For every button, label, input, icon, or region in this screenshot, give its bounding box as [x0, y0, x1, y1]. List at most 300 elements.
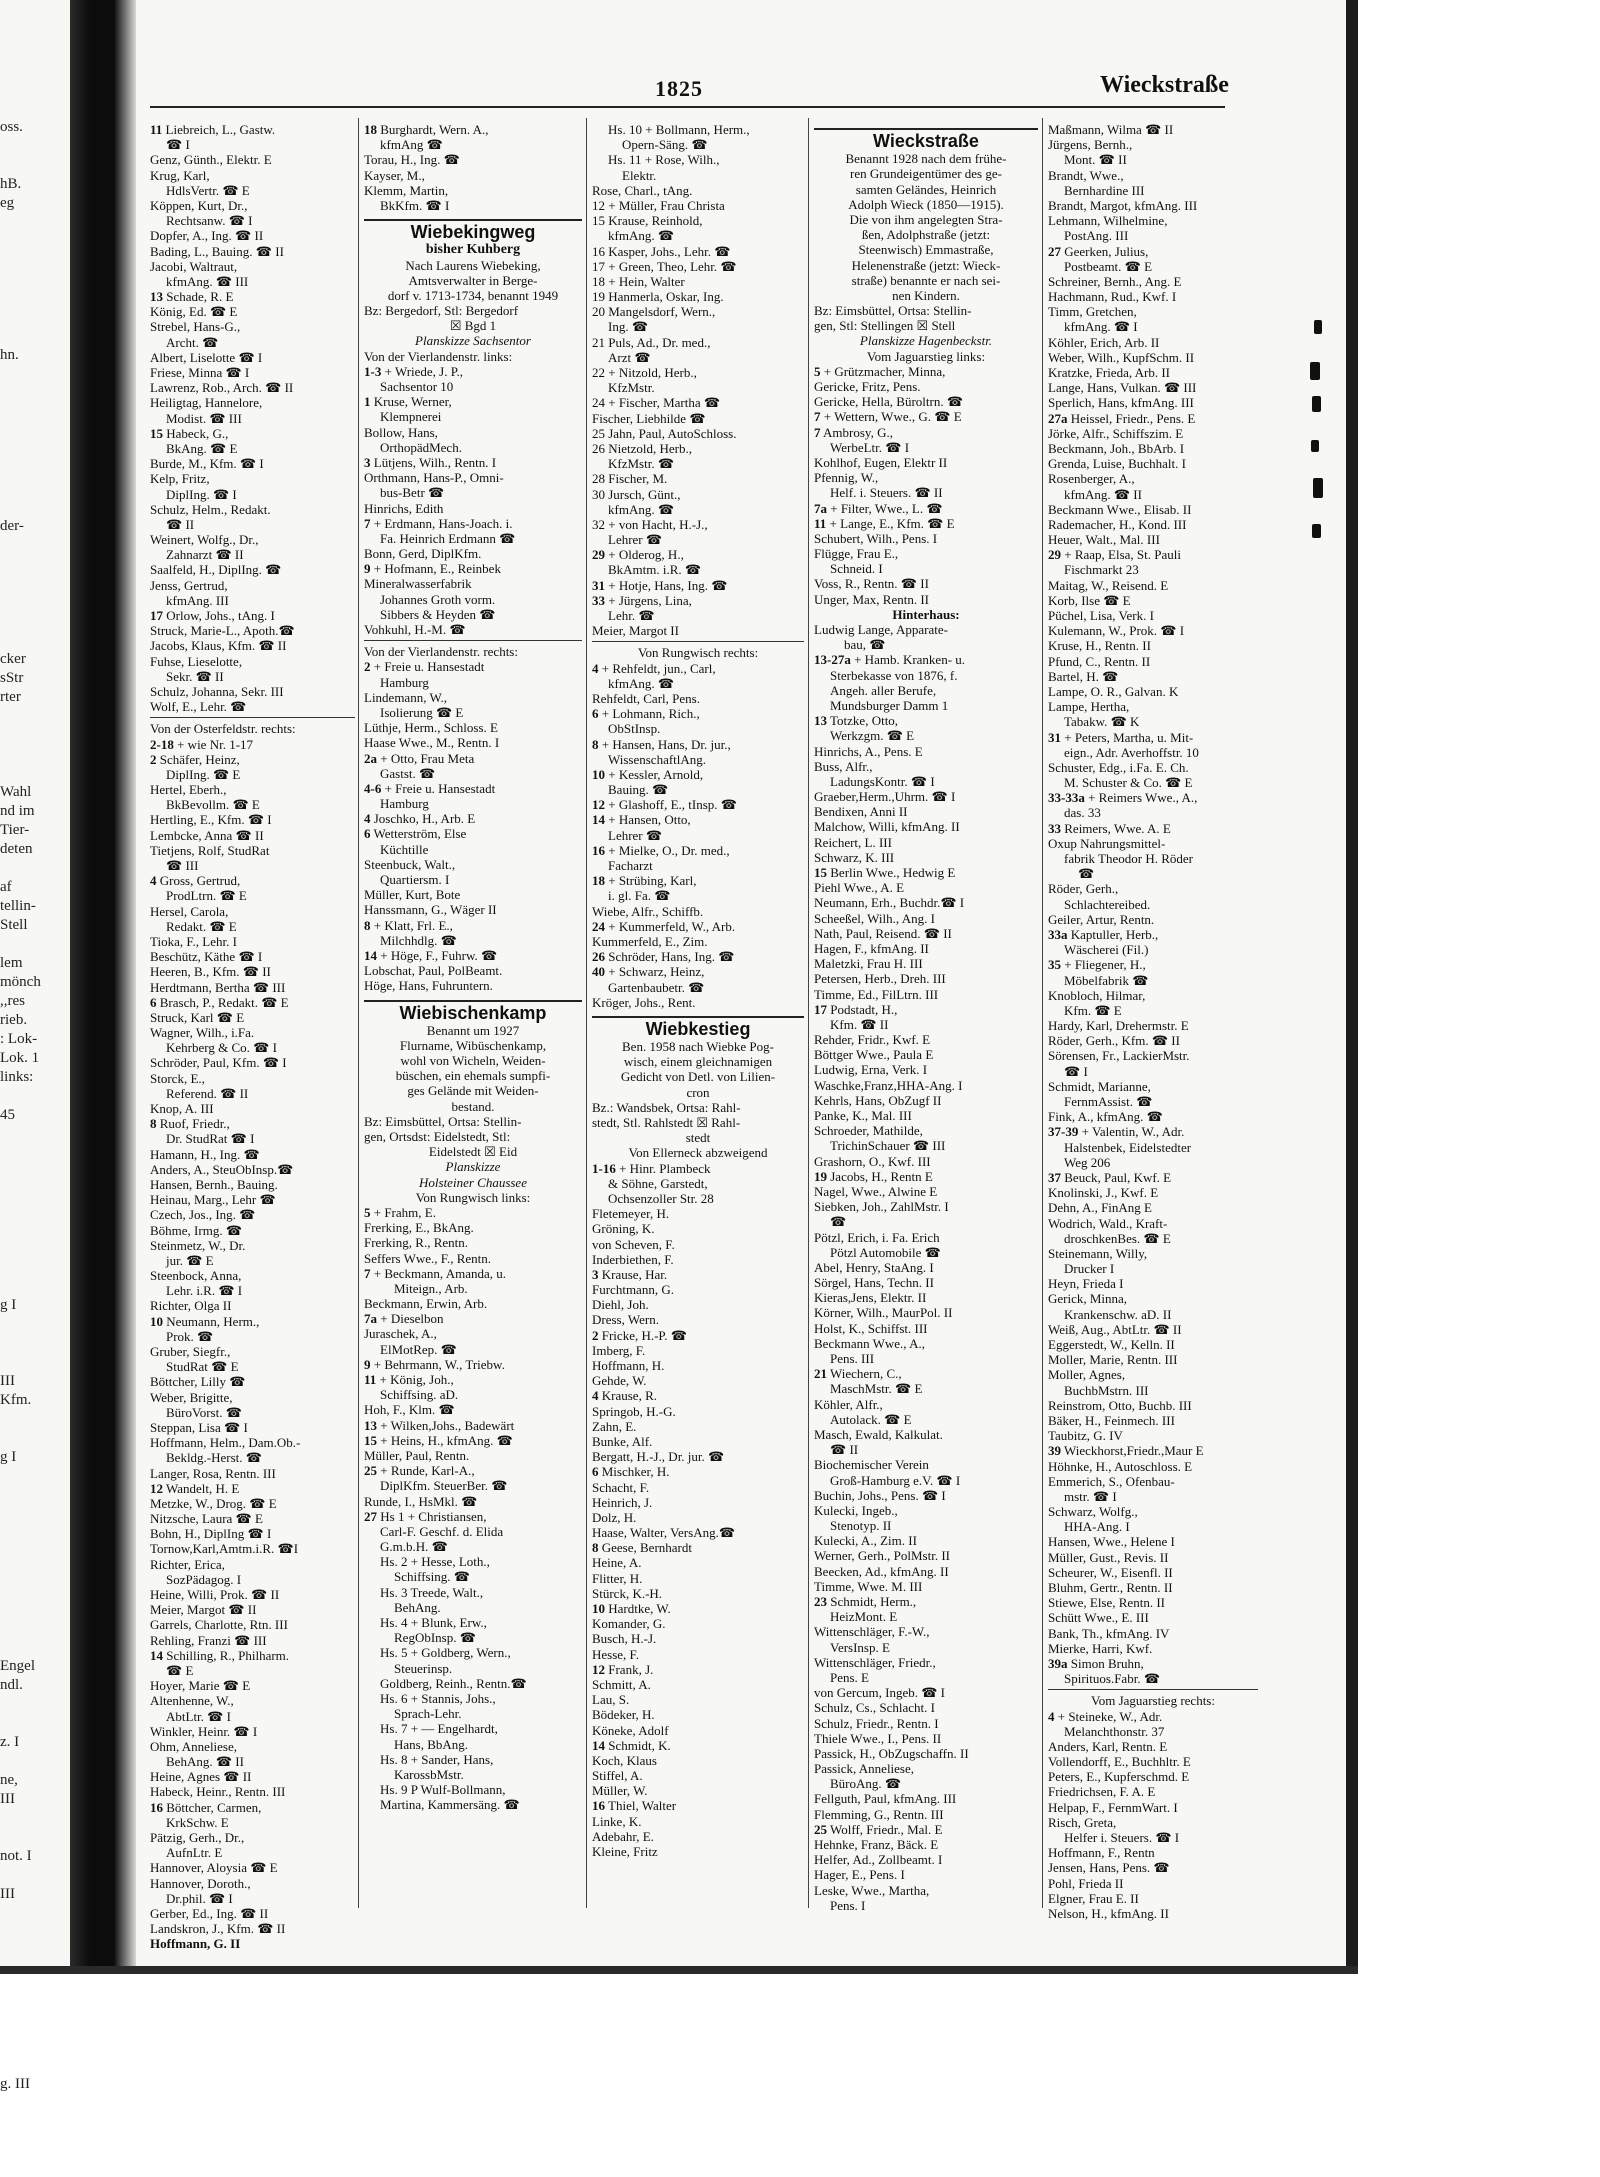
- resident-entry: Sterbekasse von 1876, f.: [830, 667, 958, 683]
- resident-entry: Sekr. ☎ II: [166, 668, 224, 684]
- house-number: 7: [814, 409, 821, 425]
- resident-entry: Weinert, Wolfg., Dr.,: [150, 532, 259, 548]
- resident-entry: Pfennig, W.,: [814, 470, 879, 486]
- resident-entry: Jörke, Alfr., Schiffszim. E: [1048, 425, 1184, 441]
- resident-entry: Koch, Klaus: [592, 1752, 657, 1768]
- resident-entry: Masch, Ewald, Kalkulat.: [814, 1426, 943, 1442]
- house-number: 7a: [814, 500, 827, 516]
- strip-fragment: g. III: [0, 2076, 30, 2092]
- resident-entry: Scheurer, W., Eisenfl. II: [1048, 1564, 1173, 1580]
- resident-entry: Beckmann, Joh., BbArb. I: [1048, 440, 1185, 456]
- resident-entry: Reichert, L. III: [814, 834, 892, 850]
- house-entry: 17 Orlow, Johs., tAng. I: [150, 608, 275, 623]
- resident-entry: Heyn, Frieda I: [1048, 1276, 1124, 1292]
- resident-entry: Hs. 2 + Hesse, Loth.,: [380, 1554, 490, 1570]
- resident-entry: Wagner, Wilh., i.Fa.: [150, 1025, 255, 1041]
- resident-entry: Kulemann, W., Prok. ☎ I: [1048, 623, 1185, 639]
- strip-fragment: [0, 1334, 70, 1353]
- house-number: 15: [814, 865, 827, 881]
- resident-entry: Pätzig, Gerh., Dr.,: [150, 1830, 245, 1845]
- resident-entry: Kohlhof, Eugen, Elektr II: [814, 454, 948, 470]
- resident-entry: Höge, Hans, Fuhruntern.: [364, 978, 493, 994]
- resident-entry: Benannt 1928 nach dem frühe-: [845, 151, 1007, 167]
- resident-entry: Hs. 4 + Blunk, Erw.,: [380, 1615, 487, 1631]
- resident-entry: Autolack. ☎ E: [830, 1411, 912, 1427]
- resident-entry: Elgner, Frau E. II: [1048, 1890, 1139, 1906]
- resident-entry: Hansen, Bernh., Bauing.: [150, 1176, 278, 1192]
- resident-entry: Bohn, H., DiplIng ☎ I: [150, 1526, 272, 1542]
- strip-fragment: [0, 1182, 70, 1201]
- house-entry: 2 Schäfer, Heinz,: [150, 751, 240, 767]
- resident-entry: Nitzsche, Laura ☎ E: [150, 1511, 263, 1527]
- resident-entry: Hs. 5 + Goldberg, Wern.,: [380, 1645, 511, 1661]
- resident-entry: Gehde, W.: [592, 1373, 647, 1389]
- resident-entry: Schulz, Cs., Schlacht. I: [814, 1700, 935, 1716]
- resident-entry: Abel, Henry, StaAng. I: [814, 1259, 934, 1275]
- resident-entry: Jacobs, Klaus, Kfm. ☎ II: [150, 638, 287, 654]
- strip-fragment: : Lok-: [0, 1031, 38, 1047]
- resident-entry: Tornow,Karl,Amtm.i.R. ☎I: [150, 1541, 299, 1557]
- strip-fragment: [0, 1999, 70, 2018]
- resident-entry: Schubert, Wilh., Pens. I: [814, 530, 938, 546]
- street-subheading: bisher Kuhberg: [425, 242, 521, 258]
- strip-fragment: [0, 251, 70, 270]
- resident-entry: Halstenbek, Eidelstedter: [1064, 1139, 1192, 1155]
- resident-entry: Klempnerei: [380, 409, 442, 425]
- strip-fragment: [0, 1125, 70, 1144]
- resident-entry: Beschütz, Käthe ☎ I: [150, 949, 263, 965]
- resident-entry: Mineralwasserfabrik: [364, 576, 472, 592]
- resident-entry: ☒ Bgd 1: [449, 318, 497, 334]
- strip-fragment: [0, 574, 70, 593]
- strip-fragment: rter: [0, 689, 21, 705]
- resident-entry: wohl von Wicheln, Weiden-: [400, 1053, 546, 1069]
- resident-entry: Maitag, W., Reisend. E: [1048, 577, 1169, 593]
- resident-entry: Flurname, Wibüschenkamp,: [399, 1037, 547, 1053]
- resident-entry: Moller, Marie, Rentn. III: [1048, 1352, 1178, 1368]
- house-number: 13: [150, 289, 163, 305]
- strip-fragment: ndl.: [0, 1677, 23, 1693]
- resident-entry: kfmAng. ☎: [608, 675, 675, 691]
- header-rule: [150, 106, 1225, 108]
- resident-entry: Rademacher, H., Kond. III: [1048, 516, 1187, 532]
- resident-entry: Imberg, F.: [592, 1342, 646, 1358]
- house-number: 29: [592, 547, 605, 563]
- section-divider: [364, 640, 582, 641]
- resident-entry: Prok. ☎: [166, 1328, 214, 1344]
- house-number: 1-3: [364, 363, 382, 379]
- resident-entry: Amtsverwalter in Berge-: [408, 272, 538, 288]
- strip-fragment: g I: [0, 1297, 17, 1313]
- resident-entry: Garrels, Charlotte, Rtn. III: [150, 1617, 288, 1633]
- resident-entry: KfzMstr.: [608, 380, 655, 396]
- house-number: 8: [592, 736, 599, 752]
- strip-fragment: [0, 1980, 70, 1999]
- resident-entry: AufnLtr. E: [166, 1845, 223, 1861]
- resident-entry: Malchow, Willi, kfmAng. II: [814, 819, 960, 835]
- resident-entry: König, Ed. ☎ E: [150, 304, 238, 320]
- house-number: 39a: [1048, 1655, 1068, 1671]
- resident-entry: Frerking, R., Rentn.: [364, 1235, 468, 1251]
- strip-fragment: III: [0, 1886, 15, 1902]
- resident-entry: Timm, Gretchen,: [1048, 304, 1137, 320]
- resident-entry: Kulecki, Ingeb.,: [814, 1502, 898, 1518]
- strip-fragment: [0, 270, 70, 289]
- resident-entry: Angeh. aller Berufe,: [830, 682, 937, 698]
- resident-entry: Risch, Greta,: [1048, 1814, 1117, 1830]
- resident-entry: Genz, Günth., Elektr. E: [150, 152, 272, 168]
- resident-entry: KarossbMstr.: [394, 1766, 464, 1782]
- house-entry: 11 + König, Joh.,: [364, 1372, 454, 1388]
- resident-entry: G.m.b.H. ☎: [380, 1539, 448, 1555]
- resident-entry: Unger, Max, Rentn. II: [814, 591, 930, 607]
- resident-entry: Schlachtereibed.: [1064, 896, 1151, 912]
- strip-fragment: [0, 764, 70, 783]
- house-number: 10: [592, 766, 605, 782]
- house-entry: 16 Böttcher, Carmen,: [150, 1799, 262, 1815]
- resident-entry: Hs. 9 P Wulf-Bollmann,: [380, 1782, 506, 1798]
- resident-entry: Frerking, E., BkAng.: [364, 1220, 474, 1236]
- resident-entry: Adolph Wieck (1850—1915).: [848, 196, 1004, 212]
- resident-entry: Postbeamt. ☎ E: [1064, 258, 1153, 274]
- strip-fragment: [0, 1923, 70, 1942]
- resident-entry: Arzt ☎: [608, 349, 651, 365]
- strip-fragment: nd im: [0, 803, 35, 819]
- strip-fragment: [0, 99, 70, 118]
- resident-entry: Hamburg: [380, 674, 429, 690]
- house-entry: 13 + Wilken,Johs., Badewärt: [364, 1417, 515, 1433]
- resident-entry: ☎ II: [166, 516, 195, 532]
- resident-entry: Saalfeld, H., DiplIng. ☎: [150, 562, 282, 578]
- resident-entry: ElMotRep. ☎: [380, 1341, 457, 1357]
- strip-fragment: [0, 1600, 70, 1619]
- resident-entry: Von Ellerneck abzweigend: [628, 1145, 768, 1161]
- house-entry: 8 Geese, Bernhardt: [592, 1540, 692, 1556]
- resident-entry: PostAng. III: [1064, 228, 1129, 244]
- resident-entry: Hs. 6 + Stannis, Johs.,: [380, 1690, 496, 1706]
- resident-entry: kfmAng. ☎ I: [1064, 319, 1138, 335]
- house-number: 6: [592, 1464, 599, 1480]
- resident-entry: Wittenschläger, Friedr.,: [814, 1654, 936, 1670]
- resident-entry: Hannover, Aloysia ☎ E: [150, 1860, 278, 1876]
- resident-entry: Krankenschw. aD. II: [1064, 1306, 1172, 1322]
- house-number: 14: [592, 812, 605, 828]
- house-entry: 26 Schröder, Hans, Ing. ☎: [592, 949, 735, 965]
- house-number: 11: [814, 515, 827, 531]
- resident-entry: Neumann, Erh., Buchdr.☎ I: [814, 895, 965, 911]
- resident-entry: gen, Stl: Stellingen ☒ Stell: [814, 318, 956, 334]
- resident-entry: Hachmann, Rud., Kwf. I: [1048, 289, 1177, 305]
- resident-entry: BüroVorst. ☎: [166, 1404, 242, 1420]
- resident-entry: Brandt, Margot, kfmAng. III: [1048, 197, 1198, 213]
- resident-entry: Vollendorff, E., Buchhltr. E: [1048, 1754, 1191, 1770]
- resident-entry: Flemming, G., Rentn. III: [814, 1806, 944, 1822]
- resident-entry: Pohl, Frieda II: [1048, 1875, 1124, 1891]
- resident-entry: Bz.: Wandsbek, Ortsa: Rahl-: [592, 1099, 741, 1115]
- resident-entry: Steppan, Lisa ☎ I: [150, 1419, 248, 1435]
- house-entry: 15 + Heins, H., kfmAng. ☎: [364, 1432, 513, 1448]
- resident-entry: 24 + Fischer, Martha ☎: [592, 395, 721, 411]
- resident-entry: Schwarz, K. III: [814, 849, 895, 865]
- resident-entry: BkAmtm. i.R. ☎: [608, 562, 702, 578]
- street-heading: Wieckstraße: [814, 128, 1038, 149]
- resident-entry: Dress, Wern.: [592, 1312, 659, 1328]
- resident-entry: Kröger, Johs., Rent.: [592, 994, 696, 1010]
- house-entry: 9 + Hofmann, E., Reinbek: [364, 561, 501, 577]
- resident-entry: Metzke, W., Drog. ☎ E: [150, 1495, 277, 1511]
- resident-entry: Referend. ☎ II: [166, 1085, 249, 1101]
- resident-entry: Bollow, Hans,: [364, 424, 438, 440]
- house-entry: 6 Wetterström, Else: [364, 826, 467, 842]
- resident-entry: von Scheven, F.: [592, 1236, 675, 1252]
- resident-entry: Weiß, Aug., AbtLtr. ☎ II: [1048, 1321, 1182, 1337]
- resident-entry: Heine, A.: [592, 1555, 642, 1571]
- resident-entry: Hoyer, Marie ☎ E: [150, 1678, 251, 1694]
- resident-entry: Benannt um 1927: [426, 1022, 520, 1038]
- resident-entry: BkBevollm. ☎ E: [166, 797, 260, 813]
- house-number: 4: [592, 1388, 599, 1404]
- resident-entry: Schulz, Johanna, Sekr. III: [150, 683, 284, 699]
- resident-entry: Groß-Hamburg e.V. ☎ I: [830, 1472, 961, 1488]
- strip-fragment: [0, 1809, 70, 1828]
- resident-entry: Heinrich, J.: [592, 1494, 653, 1510]
- house-number: 33a: [1048, 926, 1068, 942]
- resident-entry: Sibbers & Heyden ☎: [380, 606, 496, 622]
- strip-fragment: ne,: [0, 1772, 18, 1788]
- house-entry: 1-3 + Wriede, J. P.,: [364, 363, 464, 379]
- resident-entry: Nelson, H., kfmAng. II: [1048, 1905, 1169, 1921]
- ink-mark: [1312, 524, 1321, 538]
- strip-fragment: [0, 1942, 70, 1961]
- strip-fragment: mönch: [0, 974, 41, 990]
- resident-entry: ☎ E: [166, 1662, 194, 1678]
- resident-entry: Anders, A., SteuObInsp.☎: [150, 1161, 294, 1177]
- strip-fragment: [0, 308, 70, 327]
- house-entry: 3 Lütjens, Wilh., Rentn. I: [364, 454, 497, 470]
- resident-entry: AbtLtr. ☎ I: [166, 1708, 231, 1724]
- street-heading: Wiebischenkamp: [364, 1000, 582, 1021]
- resident-entry: Wäscherei (Fil.): [1064, 942, 1149, 958]
- resident-entry: Schröder, Paul, Kfm. ☎ I: [150, 1055, 287, 1071]
- resident-entry: Sörgel, Hans, Techn. II: [814, 1275, 934, 1291]
- resident-entry: TrichinSchauer ☎ III: [830, 1138, 946, 1154]
- house-number: 16: [150, 1799, 163, 1815]
- resident-entry: Helf. i. Steuers. ☎ II: [830, 485, 943, 501]
- resident-entry: Sörensen, Fr., LackierMstr.: [1048, 1048, 1190, 1064]
- column-divider: [586, 118, 587, 1908]
- resident-entry: Fuhse, Lieselotte,: [150, 653, 243, 669]
- resident-entry: Lange, Hans, Vulkan. ☎ III: [1048, 380, 1197, 396]
- house-number: 4-6: [364, 780, 382, 796]
- resident-entry: stedt: [685, 1130, 711, 1146]
- strip-fragment: [0, 1315, 70, 1334]
- resident-entry: Grashorn, O., Kwf. III: [814, 1153, 931, 1169]
- resident-entry: Fellguth, Paul, kfmAng. III: [814, 1791, 957, 1807]
- resident-entry: Knop, A. III: [150, 1101, 214, 1116]
- resident-entry: Hoffmann, H.: [592, 1358, 665, 1374]
- resident-entry: Furchtmann, G.: [592, 1282, 674, 1298]
- resident-entry: Beckmann, Erwin, Arb.: [364, 1296, 488, 1312]
- resident-entry: Modist. ☎ III: [166, 410, 242, 426]
- resident-entry: kfmAng ☎: [380, 137, 443, 153]
- resident-entry: Inderbiethen, F.: [592, 1251, 674, 1267]
- resident-entry: Knolinski, J., Kwf. E: [1048, 1185, 1159, 1201]
- resident-entry: Spirituos.Fabr. ☎: [1064, 1671, 1161, 1687]
- house-entry: 4 Krause, R.: [592, 1388, 657, 1404]
- resident-entry: Flitter, H.: [592, 1570, 643, 1586]
- resident-entry: Mundsburger Damm 1: [830, 697, 949, 713]
- house-entry: 7 Ambrosy, G.,: [814, 424, 893, 440]
- resident-entry: Hamburg: [380, 796, 429, 812]
- resident-entry: Lembcke, Anna ☎ II: [150, 827, 264, 843]
- resident-entry: Hanssmann, G., Wäger II: [364, 902, 497, 918]
- resident-entry: Goldberg, Reinh., Rentn.☎: [380, 1675, 527, 1691]
- resident-entry: Bunke, Alf.: [592, 1433, 653, 1449]
- resident-entry: Lüthje, Herm., Schloss. E: [364, 720, 498, 736]
- resident-entry: Gartenbaubetr. ☎: [608, 979, 705, 995]
- resident-entry: Scheeßel, Wilh., Ang. I: [814, 910, 935, 926]
- resident-entry: Nath, Paul, Reisend. ☎ II: [814, 925, 952, 941]
- resident-entry: Rose, Charl., tAng.: [592, 182, 693, 198]
- resident-entry: Winkler, Heinr. ☎ I: [150, 1723, 258, 1739]
- house-number: 3: [364, 454, 371, 470]
- resident-entry: Mont. ☎ II: [1064, 152, 1127, 168]
- resident-entry: Dr. StudRat ☎ I: [166, 1131, 255, 1147]
- resident-entry: BehAng.: [394, 1599, 441, 1615]
- resident-entry: mstr. ☎ I: [1064, 1488, 1117, 1504]
- resident-entry: 19 Hanmerla, Oskar, Ing.: [592, 289, 724, 305]
- house-number: 26: [592, 949, 605, 965]
- resident-entry: Bading, L., Bauing. ☎ II: [150, 243, 284, 259]
- house-entry: 17 Podstadt, H.,: [814, 1001, 898, 1017]
- house-number: 8: [150, 1116, 157, 1132]
- house-entry: 18 Burghardt, Wern. A.,: [364, 122, 489, 137]
- resident-entry: Klemm, Martin,: [364, 182, 449, 198]
- resident-entry: Bernhardine III: [1064, 182, 1145, 198]
- strip-fragment: [0, 2037, 70, 2056]
- resident-entry: Stürck, K.-H.: [592, 1585, 663, 1601]
- resident-entry: Lehrer ☎: [608, 532, 663, 548]
- strip-fragment: 45: [0, 1107, 15, 1123]
- resident-entry: Habeck, Heinr., Rentn. III: [150, 1784, 286, 1800]
- house-number: 17: [150, 608, 163, 623]
- house-entry: 19 Jacobs, H., Rentn E: [814, 1168, 933, 1184]
- strip-fragment: tellin-: [0, 898, 36, 914]
- resident-entry: ßen, Adolphstraße (jetzt:: [861, 227, 991, 243]
- resident-entry: KfzMstr. ☎: [608, 456, 675, 472]
- resident-entry: Richter, Erica,: [150, 1556, 225, 1572]
- resident-entry: Rehder, Fridr., Kwf. E: [814, 1032, 931, 1048]
- resident-entry: Geiler, Artur, Rentn.: [1048, 911, 1155, 927]
- resident-entry: VersInsp. E: [830, 1639, 890, 1655]
- right-margin-marks: [1292, 300, 1332, 600]
- resident-entry: Lindemann, W.,: [364, 689, 448, 705]
- house-entry: 4 Gross, Gertrud,: [150, 873, 241, 889]
- resident-entry: Böttger Wwe., Paula E: [814, 1047, 934, 1063]
- resident-entry: Thiele Wwe., I., Pens. II: [814, 1730, 942, 1746]
- resident-entry: Flügge, Frau E.,: [814, 546, 899, 562]
- house-number: 4: [150, 873, 157, 889]
- resident-entry: von Gercum, Ingeb. ☎ I: [814, 1685, 945, 1701]
- resident-entry: BüroAng. ☎: [830, 1776, 902, 1792]
- resident-entry: Dopfer, A., Ing. ☎ II: [150, 228, 264, 244]
- house-entry: 11 Liebreich, L., Gastw.: [150, 122, 276, 137]
- strip-fragment: Lok. 1: [0, 1050, 40, 1066]
- strip-fragment: [0, 631, 70, 650]
- strip-fragment: [0, 1163, 70, 1182]
- house-number: 35: [1048, 957, 1061, 973]
- resident-entry: Hoffmann, G. II: [150, 1936, 241, 1952]
- resident-entry: WerbeLtr. ☎ I: [830, 439, 910, 455]
- strip-fragment: [0, 1638, 70, 1657]
- resident-entry: Holst, K., Schiffst. III: [814, 1320, 928, 1336]
- house-number: 15: [364, 1432, 377, 1448]
- resident-entry: Müller, Paul, Rentn.: [364, 1447, 470, 1463]
- house-number: 2: [150, 751, 157, 767]
- resident-entry: Böhme, Irmg. ☎: [150, 1222, 243, 1238]
- house-number: 33: [1048, 820, 1061, 836]
- strip-fragment: [0, 441, 70, 460]
- strip-fragment: [0, 365, 70, 384]
- resident-entry: Seffers Wwe., F., Rentn.: [364, 1250, 492, 1266]
- house-entry: 2 + Freie u. Hansestadt: [364, 659, 485, 675]
- resident-entry: Kehrls, Hans, ObZugf II: [814, 1092, 942, 1108]
- resident-entry: Gerber, Ed., Ing. ☎ II: [150, 1905, 269, 1921]
- resident-entry: Bekldg.-Herst. ☎: [166, 1450, 262, 1466]
- resident-entry: Helfer i. Steuers. ☎ I: [1064, 1830, 1180, 1845]
- resident-entry: Rechtsanw. ☎ I: [166, 213, 253, 229]
- resident-entry: Landskron, J., Kfm. ☎ II: [150, 1921, 286, 1937]
- resident-entry: Brandt, Wwe.,: [1048, 167, 1124, 183]
- house-entry: 13 Totzke, Otto,: [814, 713, 899, 729]
- section-divider: [150, 717, 355, 718]
- resident-entry: Hoh, F., Klm. ☎: [364, 1402, 455, 1418]
- strip-fragment: [0, 935, 70, 954]
- house-entry: 33-33a + Reimers Wwe., A.,: [1048, 790, 1198, 806]
- resident-entry: Bluhm, Gertr., Rentn. II: [1048, 1580, 1173, 1595]
- house-number: 13: [364, 1417, 377, 1433]
- resident-entry: Piehl Wwe., A. E: [814, 880, 905, 896]
- resident-entry: Beckmann Wwe., Elisab. II: [1048, 501, 1192, 517]
- resident-entry: Lehr. i.R. ☎ I: [166, 1283, 243, 1299]
- house-entry: 29 + Olderog, H.,: [592, 547, 684, 563]
- resident-entry: Ludwig Lange, Apparate-: [814, 622, 948, 638]
- house-number: 27: [364, 1508, 377, 1524]
- resident-entry: Peters, E., Kupferschmd. E: [1048, 1769, 1190, 1785]
- resident-entry: Beckmann Wwe., A.,: [814, 1335, 925, 1351]
- strip-fragment: Tier-: [0, 822, 30, 838]
- strip-fragment: deten: [0, 841, 33, 857]
- resident-entry: Schacht, F.: [592, 1479, 650, 1495]
- house-number: 11: [150, 122, 163, 137]
- resident-entry: Bz: Eimsbüttel, Ortsa: Stellin-: [364, 1113, 522, 1129]
- house-entry: 16 Thiel, Walter: [592, 1798, 677, 1814]
- house-entry: 7 + Wettern, Wwe., G. ☎ E: [814, 409, 962, 425]
- strip-fragment: rieb.: [0, 1012, 28, 1028]
- resident-entry: gen, Ortsdst: Eidelstedt, Stl:: [364, 1129, 511, 1145]
- resident-entry: Albert, Liselotte ☎ I: [150, 349, 263, 365]
- house-entry: 27 Geerken, Julius,: [1048, 243, 1149, 259]
- resident-entry: Milchhdlg. ☎: [380, 932, 457, 948]
- resident-entry: fabrik Theodor H. Röder: [1064, 851, 1194, 866]
- resident-entry: Rehling, Franzi ☎ III: [150, 1632, 267, 1648]
- house-entry: 1 Kruse, Werner,: [364, 394, 452, 410]
- house-entry: 1-16 + Hinr. Plambeck: [592, 1160, 711, 1176]
- house-entry: 29 + Raap, Elsa, St. Pauli: [1048, 547, 1181, 563]
- resident-entry: Gastst. ☎: [380, 765, 436, 781]
- strip-fragment: [0, 384, 70, 403]
- resident-entry: Von Rungwisch rechts:: [637, 645, 759, 661]
